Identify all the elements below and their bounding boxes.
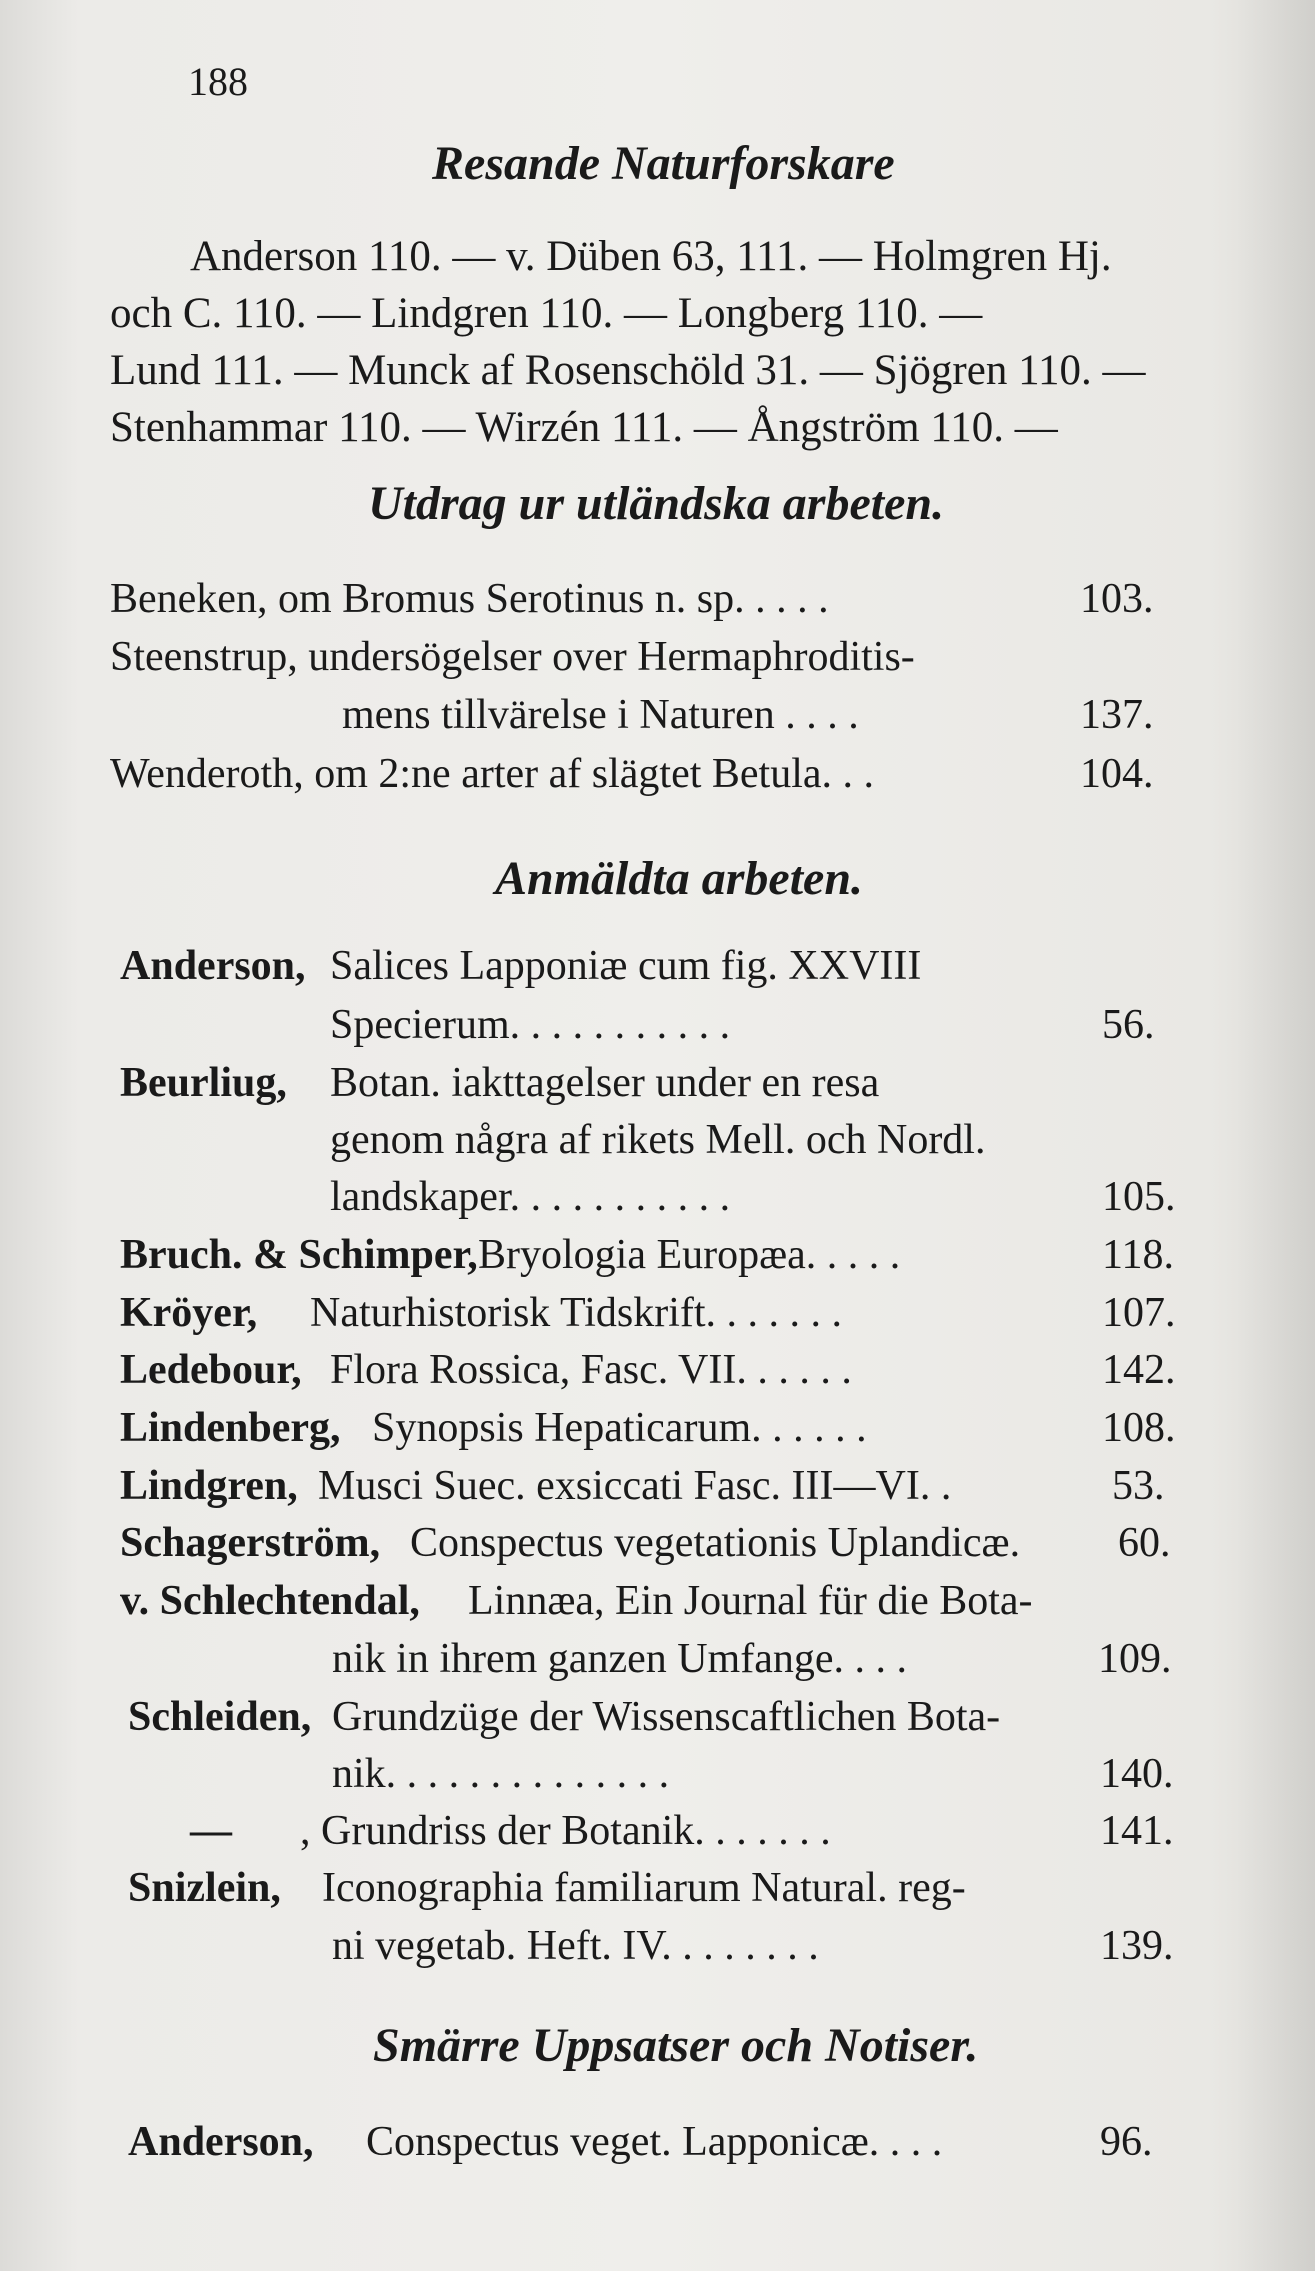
anmald-page: 139. (1100, 1923, 1174, 1969)
anmald-title: nik. . . . . . . . . . . . . . (332, 1751, 670, 1797)
anmald-author: Beurliug, (120, 1060, 287, 1106)
anmald-title: Musci Suec. exsiccati Fasc. III—VI. . (318, 1463, 952, 1509)
anmald-title: , Grundriss der Botanik. . . . . . . (300, 1808, 831, 1854)
anmald-page: 107. (1102, 1290, 1176, 1336)
resande-line-2: och C. 110. — Lindgren 110. — Longberg 110. — (110, 290, 983, 337)
anmald-title: Bryologia Europæa. . . . . (478, 1232, 901, 1278)
anmald-author: Lindenberg, (120, 1405, 341, 1451)
utdrag-entry-page: 104. (1080, 751, 1154, 797)
anmald-title: genom några af rikets Mell. och Nordl. (330, 1117, 986, 1163)
anmald-title: Naturhistorisk Tidskrift. . . . . . . (310, 1290, 843, 1336)
section-heading-utdrag: Utdrag ur utländska arbeten. (368, 477, 945, 530)
smarre-title: Conspectus veget. Lapponicæ. . . . (366, 2119, 943, 2165)
anmald-page: 108. (1102, 1405, 1176, 1451)
utdrag-entry-text: Steenstrup, undersögelser over Hermaphroditis- (110, 634, 915, 680)
anmald-title: landskaper. . . . . . . . . . . (330, 1174, 731, 1220)
smarre-author: Anderson, (128, 2119, 314, 2165)
anmald-title: Iconographia familiarum Natural. reg- (322, 1865, 966, 1911)
utdrag-entry-text: Beneken, om Bromus Serotinus n. sp. . . . . (110, 576, 829, 622)
anmald-author: Anderson, (120, 943, 306, 989)
anmald-page: 142. (1102, 1347, 1176, 1393)
anmald-page: 56. (1102, 1002, 1155, 1048)
resande-line-1: Anderson 110. — v. Düben 63, 111. — Holmgren Hj. (190, 233, 1112, 280)
page-edge-shadow (1235, 0, 1315, 2271)
anmald-author: Kröyer, (120, 1290, 258, 1336)
smarre-page: 96. (1100, 2119, 1153, 2165)
anmald-title: Salices Lapponiæ cum fig. XXVIII (330, 943, 922, 989)
anmald-title: nik in ihrem ganzen Umfange. . . . (332, 1636, 907, 1682)
section-heading-resande: Resande Naturforskare (432, 137, 895, 190)
anmald-page: 109. (1098, 1636, 1172, 1682)
utdrag-entry-text: mens tillvärelse i Naturen . . . . (342, 692, 859, 738)
resande-line-3: Lund 111. — Munck af Rosenschöld 31. — Sjögren 110. — (110, 347, 1146, 394)
anmald-title: Synopsis Hepaticarum. . . . . . (372, 1405, 867, 1451)
anmald-page: 105. (1102, 1174, 1176, 1220)
anmald-page: 53. (1112, 1463, 1165, 1509)
anmald-author: v. Schlechtendal, (120, 1578, 420, 1624)
anmald-title: Grundzüge der Wissenscaftlichen Bota- (332, 1694, 1001, 1740)
anmald-author: Snizlein, (128, 1865, 281, 1911)
section-heading-smarre: Smärre Uppsatser och Notiser. (373, 2019, 979, 2072)
anmald-title: Flora Rossica, Fasc. VII. . . . . . (330, 1347, 852, 1393)
anmald-page: 141. (1100, 1808, 1174, 1854)
anmald-author: Schagerström, (120, 1520, 381, 1566)
anmald-author: Schleiden, (128, 1694, 312, 1740)
section-heading-anmaldta: Anmäldta arbeten. (495, 852, 864, 905)
page-number: 188 (188, 59, 248, 104)
utdrag-entry-text: Wenderoth, om 2:ne arter af slägtet Betula. . . (110, 751, 875, 797)
anmald-author: Bruch. & Schimper, (120, 1232, 478, 1278)
anmald-author: — (190, 1808, 232, 1854)
anmald-title: ni vegetab. Heft. IV. . . . . . . . (332, 1923, 819, 1969)
anmald-author: Lindgren, (120, 1463, 298, 1509)
anmald-author: Ledebour, (120, 1347, 302, 1393)
anmald-page: 60. (1118, 1520, 1171, 1566)
anmald-page: 140. (1100, 1751, 1174, 1797)
utdrag-entry-page: 137. (1080, 692, 1154, 738)
resande-line-4: Stenhammar 110. — Wirzén 111. — Ångström 110. — (110, 404, 1058, 451)
anmald-title: Conspectus vegetationis Uplandicæ. (410, 1520, 1021, 1566)
anmald-page: 118. (1102, 1232, 1174, 1278)
anmald-title: Botan. iakttagelser under en resa (330, 1060, 880, 1106)
anmald-title: Linnæa, Ein Journal für die Bota- (468, 1578, 1033, 1624)
anmald-title: Specierum. . . . . . . . . . . (330, 1002, 731, 1048)
utdrag-entry-page: 103. (1080, 576, 1154, 622)
